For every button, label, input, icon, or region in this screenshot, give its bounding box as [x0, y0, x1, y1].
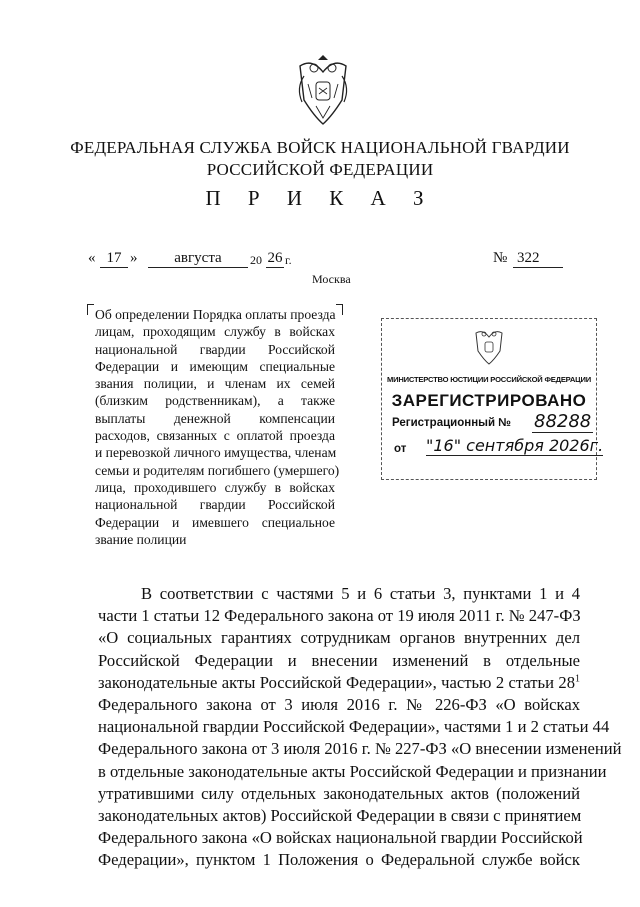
- registration-stamp: [381, 318, 604, 480]
- body-line: утратившими силу отдельных законодательных актов (положений: [98, 783, 580, 803]
- subject-line: звания полиции, и членам их семей: [95, 376, 335, 392]
- subject-line: (близким родственникам), а также: [95, 393, 335, 409]
- body-line: части 1 статьи 12 Федерального закона от 19 июля 2011 г. № 247-ФЗ: [98, 606, 581, 626]
- stamp-from-date: "16" сентября 2026г.: [426, 436, 604, 455]
- body-line: Федерации», пунктом 1 Положения о Федеральной службе войск: [98, 850, 580, 870]
- subject-line: и перевозкой личного имущества, членам: [95, 445, 337, 461]
- body-line: законодательных актов) Российской Федерации в связи с принятием: [98, 806, 582, 826]
- subject-bracket-right: [336, 304, 343, 315]
- stamp-from-label: от: [394, 443, 407, 455]
- body-line: В соответствии с частями 5 и 6 статьи 3, пунктами 1 и 4: [141, 584, 580, 603]
- body-line-text: законодательные акты Российской Федерации», частью 2 статьи 28: [98, 672, 575, 692]
- subject-bracket-left: [87, 304, 94, 315]
- order-subject: [95, 306, 340, 548]
- subject-line: звание полиции: [95, 531, 187, 547]
- date-open-quote: «: [88, 250, 96, 266]
- subject-line: лицам, проходящим службу в войсках: [95, 324, 335, 340]
- number-sign: №: [493, 250, 508, 266]
- subject-line: выплаты денежной компенсации: [95, 410, 335, 426]
- body-line: Федерального закона «О войсках национальной гвардии Российской: [98, 828, 583, 848]
- body-line: национальной гвардии Российской Федерации», частями 1 и 2 статьи 44: [98, 717, 610, 737]
- subject-line: национальной гвардии Российской: [95, 341, 335, 357]
- stamp-reg-label: Регистрационный №: [392, 417, 512, 429]
- date-day: 17: [100, 250, 128, 268]
- stamp-registered: ЗАРЕГИСТРИРОВАНО: [391, 391, 587, 410]
- date-month: августа: [148, 250, 248, 268]
- russian-coat-of-arms-icon: [292, 54, 354, 126]
- order-date: [88, 250, 298, 274]
- subject-line: семьи и родителям погибшего (умершего): [95, 462, 340, 478]
- city: Москва: [312, 272, 351, 286]
- date-year-unit: г.: [285, 253, 292, 267]
- body-line: Российской Федерации и внесении изменений в отдельные: [98, 650, 580, 670]
- subject-line: расходов, связанных с оплатой проезда: [95, 428, 335, 444]
- date-year-suffix: 26: [267, 250, 283, 266]
- org-name-line2: РОССИЙСКОЙ ФЕДЕРАЦИИ: [206, 160, 434, 179]
- subject-line: Об определении Порядка оплаты проезда: [95, 307, 336, 322]
- subject-line: национальной гвардии Российской: [95, 497, 335, 513]
- subject-line: лица, проходившего службу в войсках: [95, 479, 335, 495]
- date-close-quote: »: [130, 250, 138, 266]
- subject-line: Федерации и имеющим специальные: [95, 358, 335, 374]
- stamp-ministry: МИНИСТЕРСТВО ЮСТИЦИИ РОССИЙСКОЙ ФЕДЕРАЦИИ: [386, 375, 592, 384]
- body-line: в отдельные законодательные акты Российской Федерации и признании: [98, 761, 607, 781]
- stamp-coat-of-arms-icon: [472, 327, 506, 365]
- document-type: П Р И К А З: [205, 186, 435, 210]
- subject-line: Федерации и имевшего специальное: [95, 514, 335, 530]
- body-line-with-sup: [98, 672, 580, 694]
- stamp-reg-number: 88288: [534, 411, 592, 432]
- body-line: Федерального закона от 3 июля 2016 г. № 226-ФЗ «О войсках: [98, 695, 580, 715]
- body-line: Федерального закона от 3 июля 2016 г. № 227-ФЗ «О внесении изменений: [98, 739, 622, 759]
- order-body: [98, 583, 622, 872]
- date-year-prefix: 20: [250, 253, 262, 267]
- superscript: 1: [575, 673, 580, 685]
- body-line: «О социальных гарантиях сотрудникам органов внутренних дел: [98, 628, 580, 648]
- org-name-line1: ФЕДЕРАЛЬНАЯ СЛУЖБА ВОЙСК НАЦИОНАЛЬНОЙ ГВАРДИИ: [70, 138, 570, 157]
- order-number: [493, 250, 565, 274]
- number-value: 322: [513, 250, 563, 268]
